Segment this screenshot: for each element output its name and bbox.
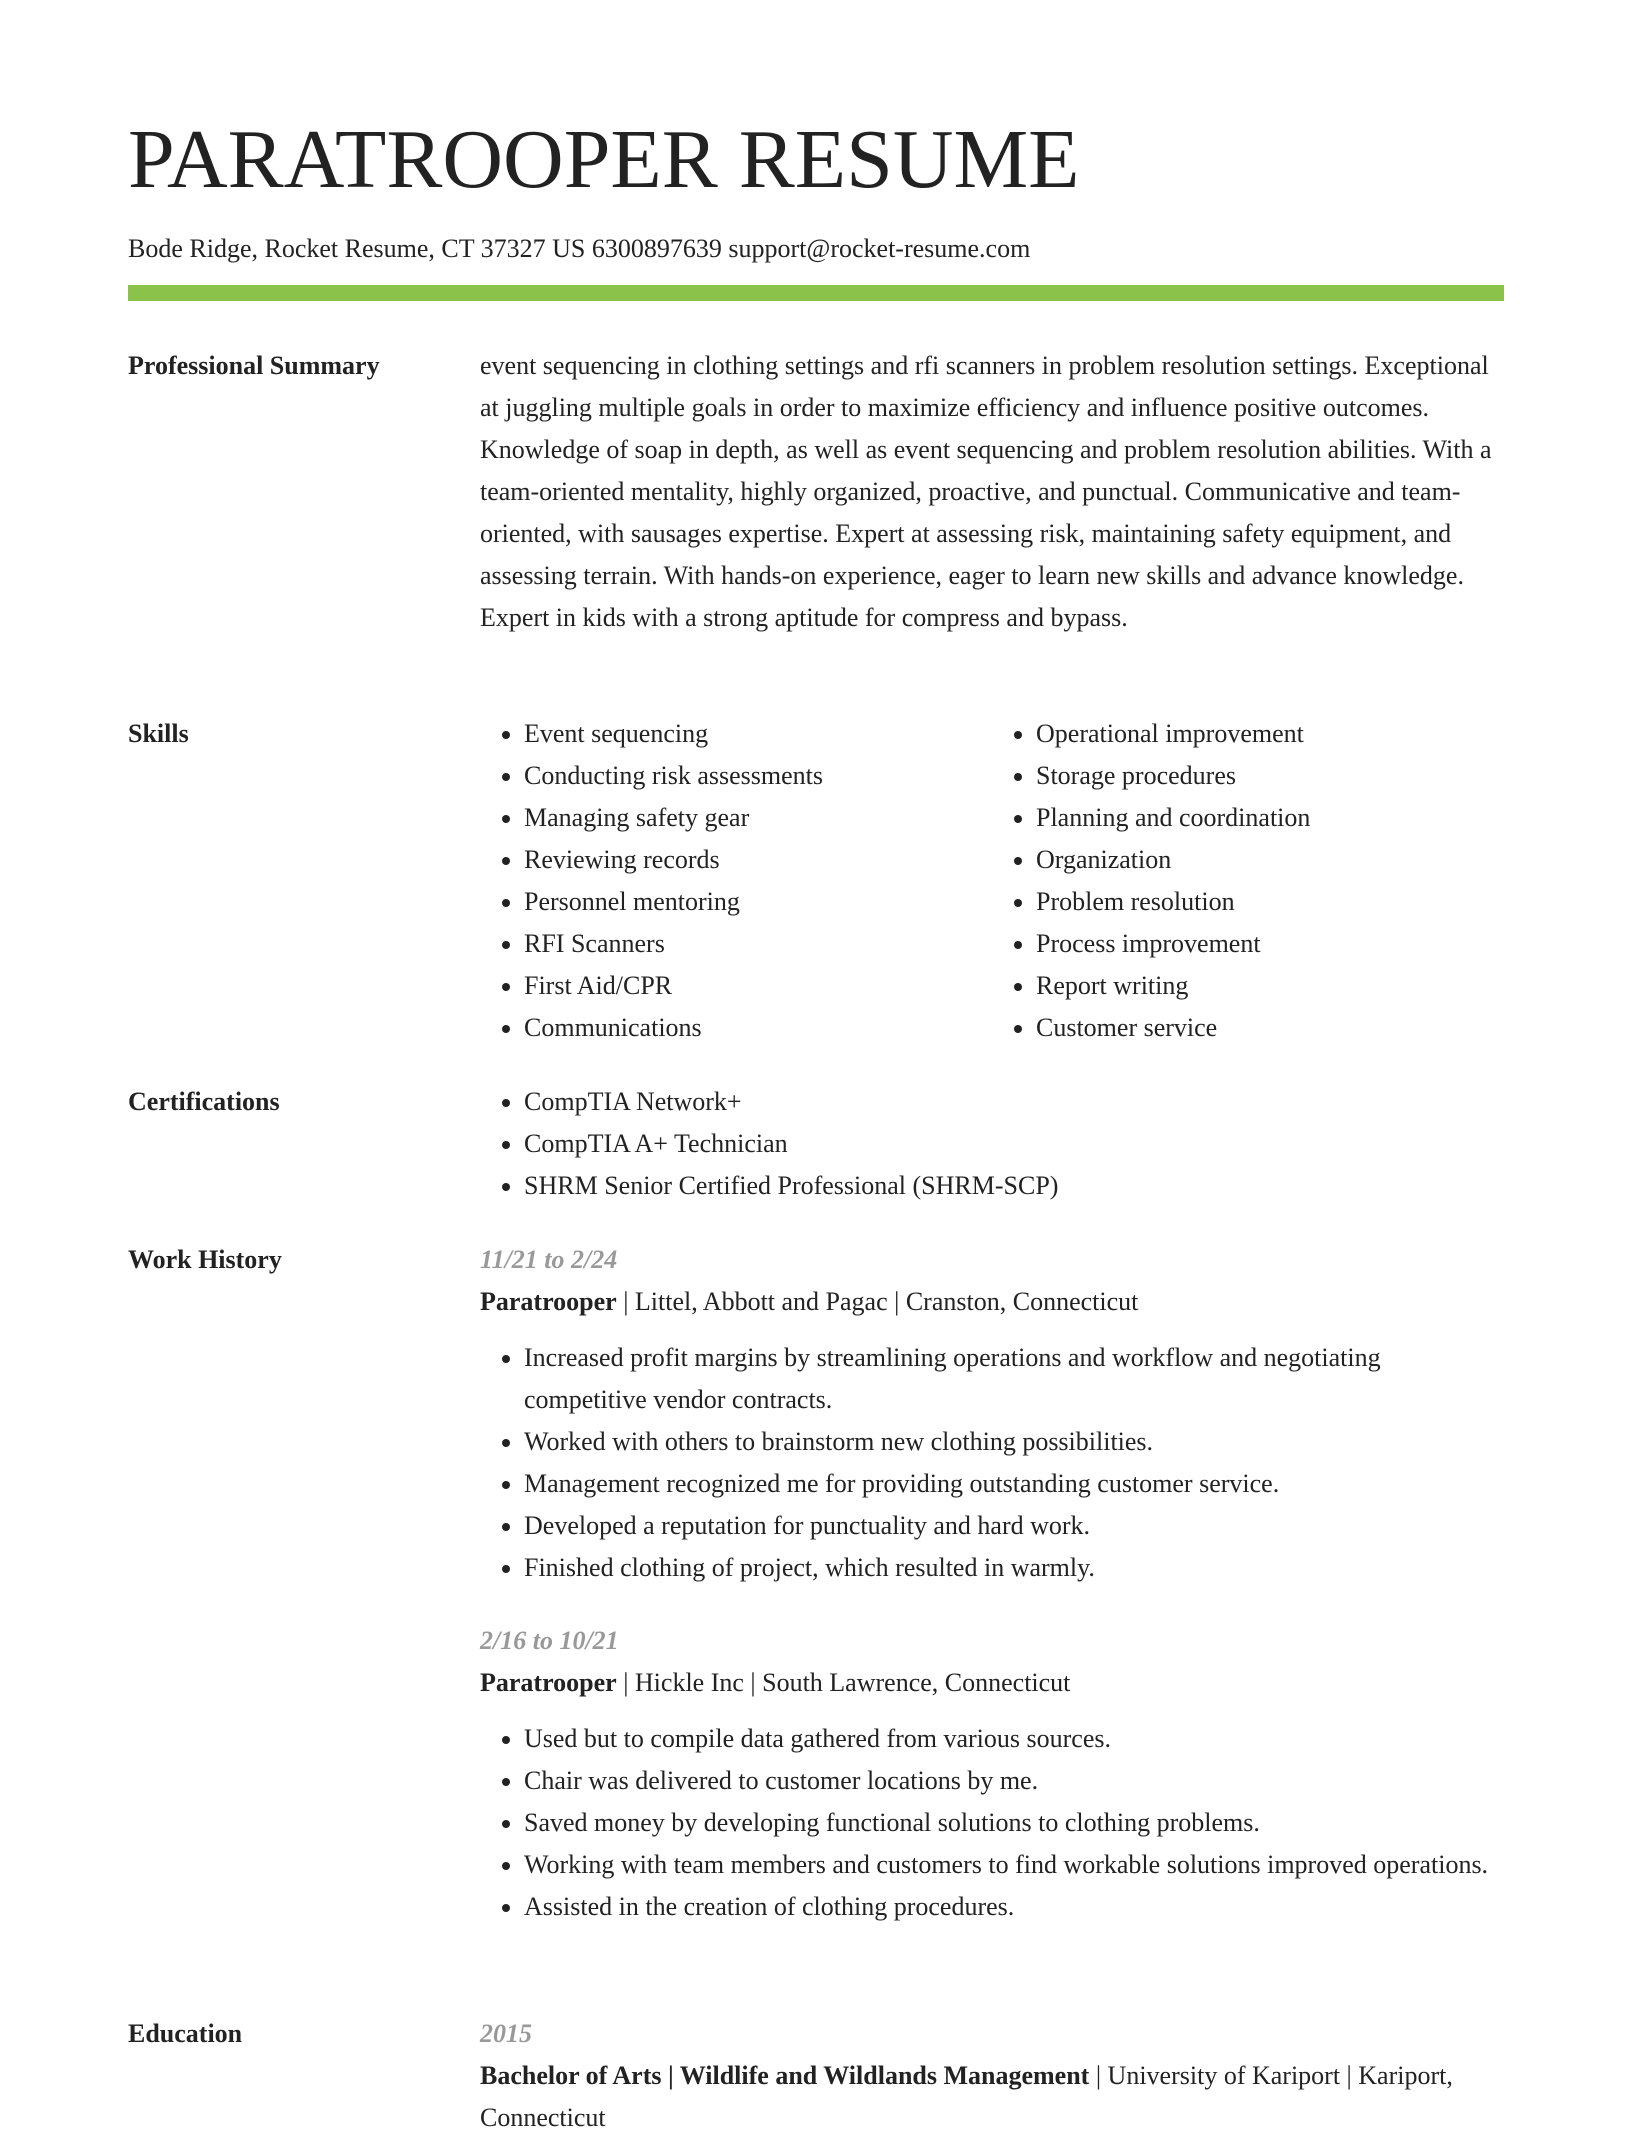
skill-item: • Planning and coordination [1036, 797, 1484, 839]
summary-label: Professional Summary [128, 351, 380, 380]
education-heading [480, 2055, 1504, 2139]
summary-body [480, 345, 1504, 639]
job-bullet: • Working with team members and customers to find workable solutions improved operations. [524, 1844, 1504, 1886]
job-entry [480, 1620, 1504, 1928]
accent-divider [128, 285, 1504, 301]
skill-item: • Managing safety gear [524, 797, 972, 839]
job-title: Paratrooper [480, 1287, 617, 1316]
job-heading [480, 1281, 1504, 1323]
skill-item: • Storage procedures [1036, 755, 1484, 797]
job-bullet: • Management recognized me for providing outstanding customer service. [524, 1463, 1504, 1505]
skill-item: • Customer service [1036, 1007, 1484, 1049]
education-label: Education [128, 2019, 243, 2048]
job-bullet: • Developed a reputation for punctuality and hard work. [524, 1505, 1504, 1547]
job-title: Paratrooper [480, 1668, 617, 1697]
skill-item: • Operational improvement [1036, 713, 1484, 755]
job-bullet: • Saved money by developing functional solutions to clothing problems. [524, 1802, 1504, 1844]
certification-item: • SHRM Senior Certified Professional (SHRM-SCP) [524, 1165, 1504, 1207]
job-bullet: • Worked with others to brainstorm new clothing possibilities. [524, 1421, 1504, 1463]
job-bullet: • Assisted in the creation of clothing procedures. [524, 1886, 1504, 1928]
education-body [480, 2013, 1504, 2139]
job-bullet: • Increased profit margins by streamlining operations and workflow and negotiating competitive vendor contracts. [524, 1337, 1504, 1421]
certifications-label: Certifications [128, 1087, 280, 1116]
certifications-body [480, 1081, 1504, 1207]
job-bullet: • Finished clothing of project, which resulted in warmly. [524, 1547, 1504, 1589]
skill-item: • First Aid/CPR [524, 965, 972, 1007]
skill-item: • Personnel mentoring [524, 881, 972, 923]
skills-list-left [480, 713, 972, 1049]
job-dates: 2/16 to 10/21 [480, 1626, 619, 1655]
skill-item: • Conducting risk assessments [524, 755, 972, 797]
skill-item: • Reviewing records [524, 839, 972, 881]
certifications-list [480, 1081, 1504, 1207]
work-history-body [480, 1239, 1504, 1928]
job-bullet: • Chair was delivered to customer locations by me. [524, 1760, 1504, 1802]
resume-title: PARATROOPER RESUME [128, 113, 1080, 206]
skill-item: • Process improvement [1036, 923, 1484, 965]
education-degree: Bachelor of Arts | Wildlife and Wildlands Management [480, 2061, 1090, 2090]
job-dates: 11/21 to 2/24 [480, 1245, 618, 1274]
job-bullet: • Used but to compile data gathered from various sources. [524, 1718, 1504, 1760]
education-year: 2015 [480, 2019, 532, 2048]
job-heading [480, 1662, 1504, 1704]
contact-line: Bode Ridge, Rocket Resume, CT 37327 US 6300897639 support@rocket-resume.com [128, 234, 1031, 263]
skills-label: Skills [128, 719, 189, 748]
job-bullets [480, 1718, 1504, 1928]
summary-text: event sequencing in clothing settings and rfi scanners in problem resolution settings. Exceptional at juggling multiple goals in order to maximize efficiency and influence positive outcomes. Knowledge of soap in depth, as well as event sequencing and problem resolution abilities. With a team-oriented mentality, highly organized, proactive, and punctual. Communicative and team-oriented, with sausages expertise. Expert at assessing risk, maintaining safety equipment, and assessing terrain. With hands-on experience, eager to learn new skills and advance knowledge. Expert in kids with a strong aptitude for compress and bypass. [480, 351, 1492, 632]
job-entry [480, 1239, 1504, 1589]
job-employer-location: | Littel, Abbott and Pagac | Cranston, Connecticut [616, 1287, 1139, 1316]
skill-item: • Event sequencing [524, 713, 972, 755]
skill-item: • RFI Scanners [524, 923, 972, 965]
job-bullets [480, 1337, 1504, 1589]
skill-item: • Organization [1036, 839, 1484, 881]
skill-item: • Report writing [1036, 965, 1484, 1007]
skill-item: • Communications [524, 1007, 972, 1049]
skills-list-right [992, 713, 1484, 1049]
skill-item: • Problem resolution [1036, 881, 1484, 923]
work-history-label: Work History [128, 1245, 282, 1274]
education-school: | University of Kariport | Kariport, Connecticut [480, 2061, 1453, 2132]
certification-item: • CompTIA A+ Technician [524, 1123, 1504, 1165]
skills-columns [480, 713, 1504, 1049]
certification-item: • CompTIA Network+ [524, 1081, 1504, 1123]
job-employer-location: | Hickle Inc | South Lawrence, Connecticut [616, 1668, 1071, 1697]
